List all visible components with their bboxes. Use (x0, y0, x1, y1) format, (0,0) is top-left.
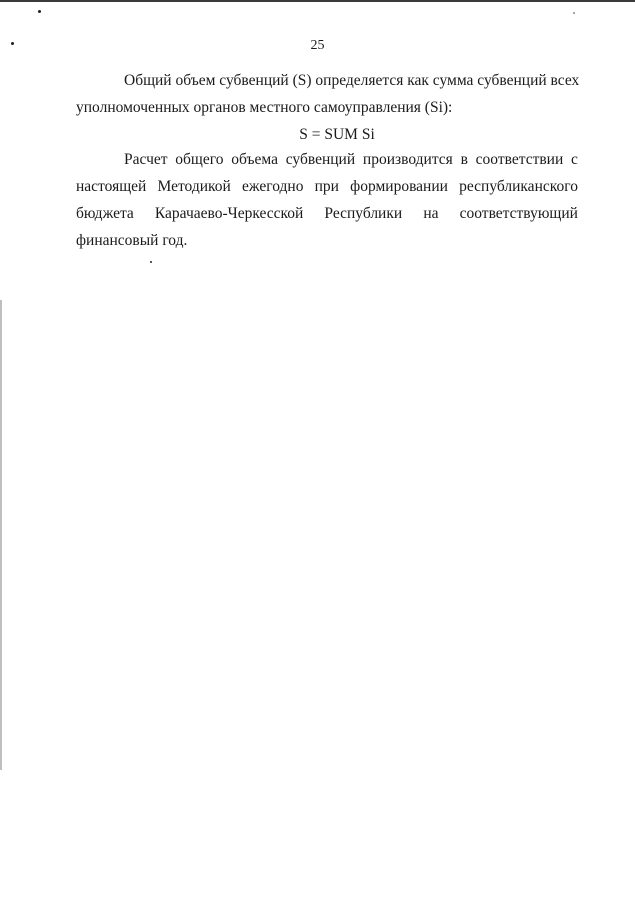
word: при (314, 178, 339, 195)
scan-speck (38, 10, 41, 13)
scan-left-edge (0, 300, 2, 770)
word: Карачаево-Черкесской (154, 205, 304, 222)
paragraph-line: финансовый год. (76, 232, 188, 249)
word: настоящей (76, 178, 147, 195)
word: в (460, 151, 468, 168)
paragraph-line-justified (76, 173, 578, 200)
word: Методикой (157, 178, 231, 195)
scan-speck (573, 12, 575, 14)
paragraph-calculation (76, 146, 578, 254)
word: субвенций (285, 151, 356, 168)
word: бюджета (76, 205, 134, 222)
page-number: 25 (310, 38, 325, 53)
word: соответствии (475, 151, 564, 168)
paragraph-line: уполномоченных органов местного самоуправления (Si): (76, 99, 453, 116)
paragraph-line: Общий объем субвенций (S) определяется как сумма субвенций всех (124, 72, 580, 89)
word: формировании (350, 178, 448, 195)
word: ежегодно (241, 178, 304, 195)
word: республиканского (459, 178, 578, 195)
scan-speck (150, 261, 152, 263)
word: Республики (324, 205, 403, 222)
paragraph-line-justified (76, 200, 578, 227)
paragraph-line-justified (76, 146, 578, 173)
formula: S = SUM Si (299, 126, 375, 143)
word: Расчет (124, 151, 168, 168)
scan-top-edge (0, 0, 635, 2)
word: с (571, 151, 578, 168)
word: на (423, 205, 439, 222)
word: соответствующий (459, 205, 578, 222)
word: объема (231, 151, 278, 168)
word: производится (362, 151, 453, 168)
paragraph-subvention-definition (76, 67, 578, 148)
word: общего (175, 151, 224, 168)
